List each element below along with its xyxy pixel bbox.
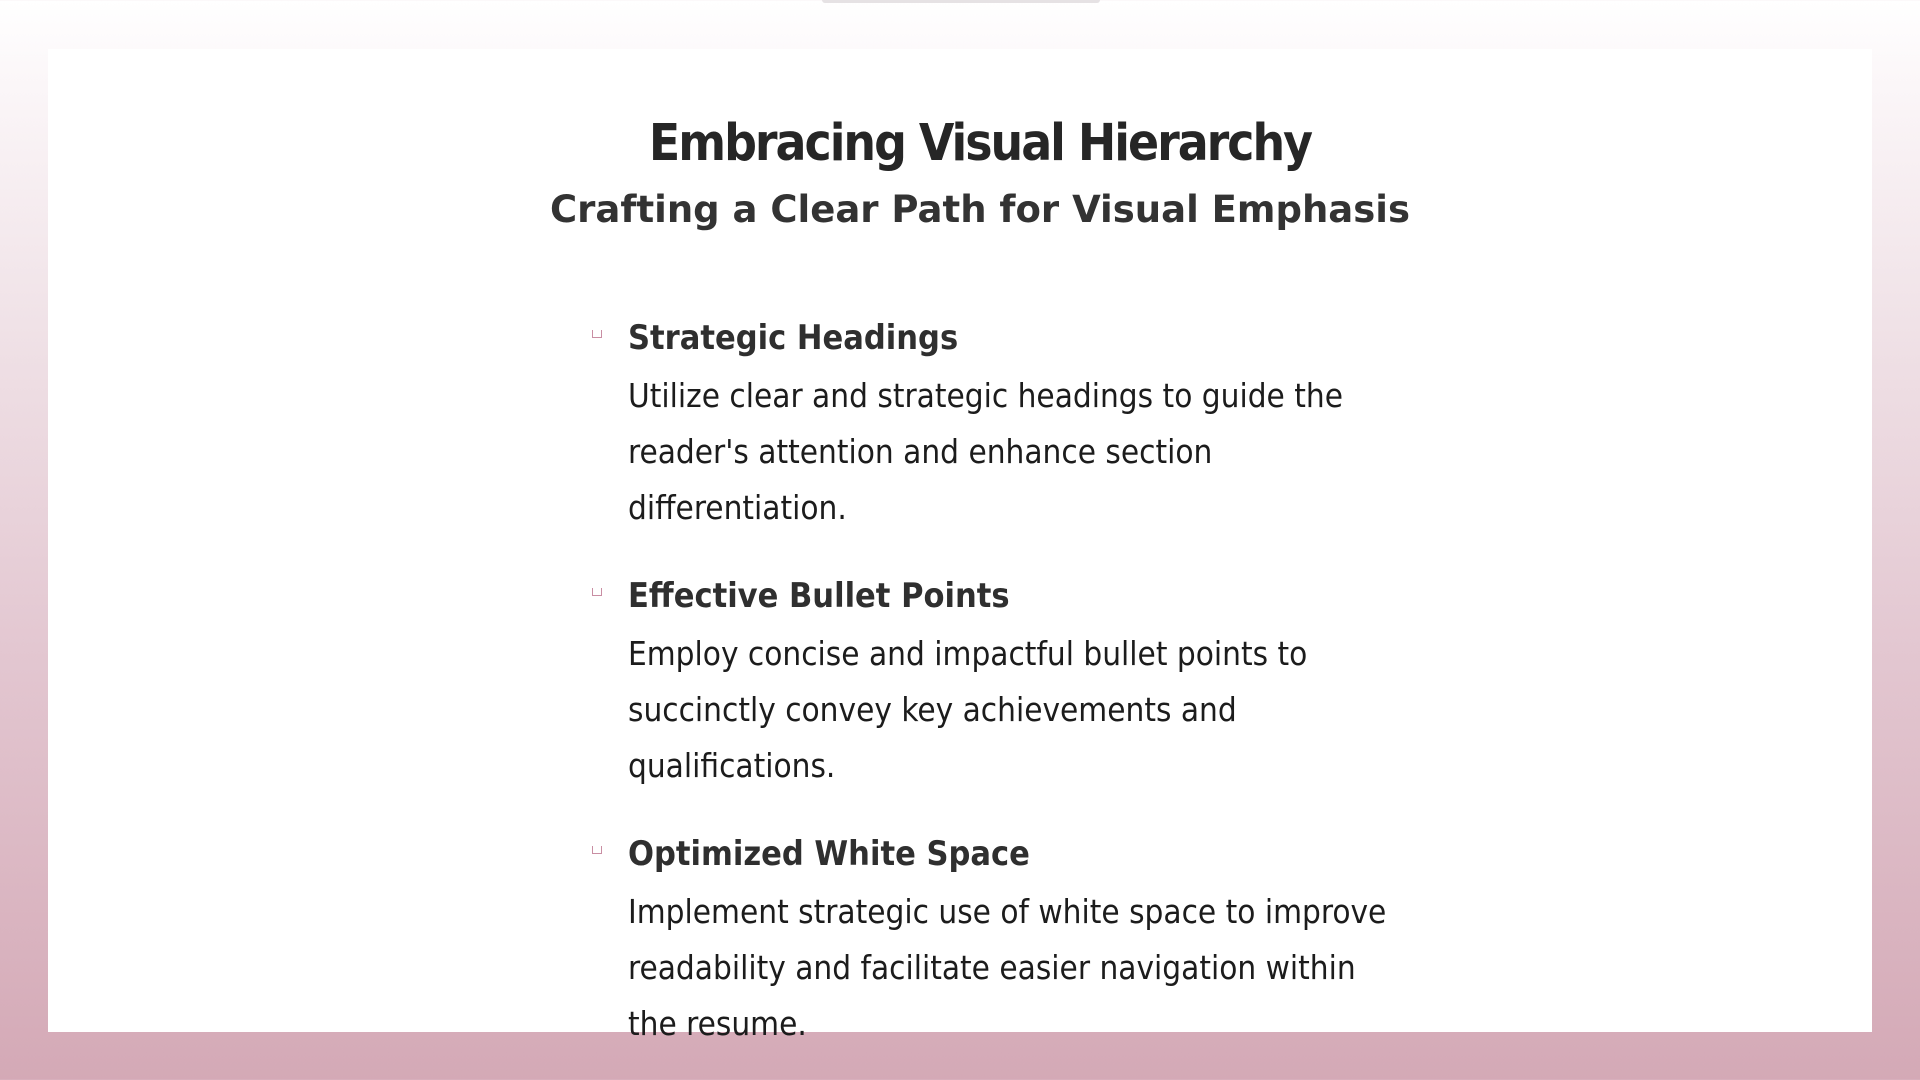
slide-subtitle: Crafting a Clear Path for Visual Emphasis [550,188,1410,231]
list-item [590,570,1370,794]
slide-title: Embracing Visual Hierarchy [648,114,1312,173]
bullet-icon [592,330,602,338]
bullet-icon [592,588,602,596]
item-text: Implement strategic use of white space to improve readability and facilitate easier navigation within the resume. [628,892,1387,1043]
item-heading: Effective Bullet Points [628,576,1010,616]
bullet-icon [592,846,602,854]
list-item [590,312,1370,536]
list-item [590,828,1387,1052]
item-text: Employ concise and impactful bullet points to succinctly convey key achievements and qualifications. [628,634,1308,785]
item-heading: Optimized White Space [628,834,1030,874]
item-text: Utilize clear and strategic headings to guide the reader's attention and enhance section differentiation. [628,376,1343,527]
item-heading: Strategic Headings [628,318,959,358]
bullet-list [590,312,1387,1080]
